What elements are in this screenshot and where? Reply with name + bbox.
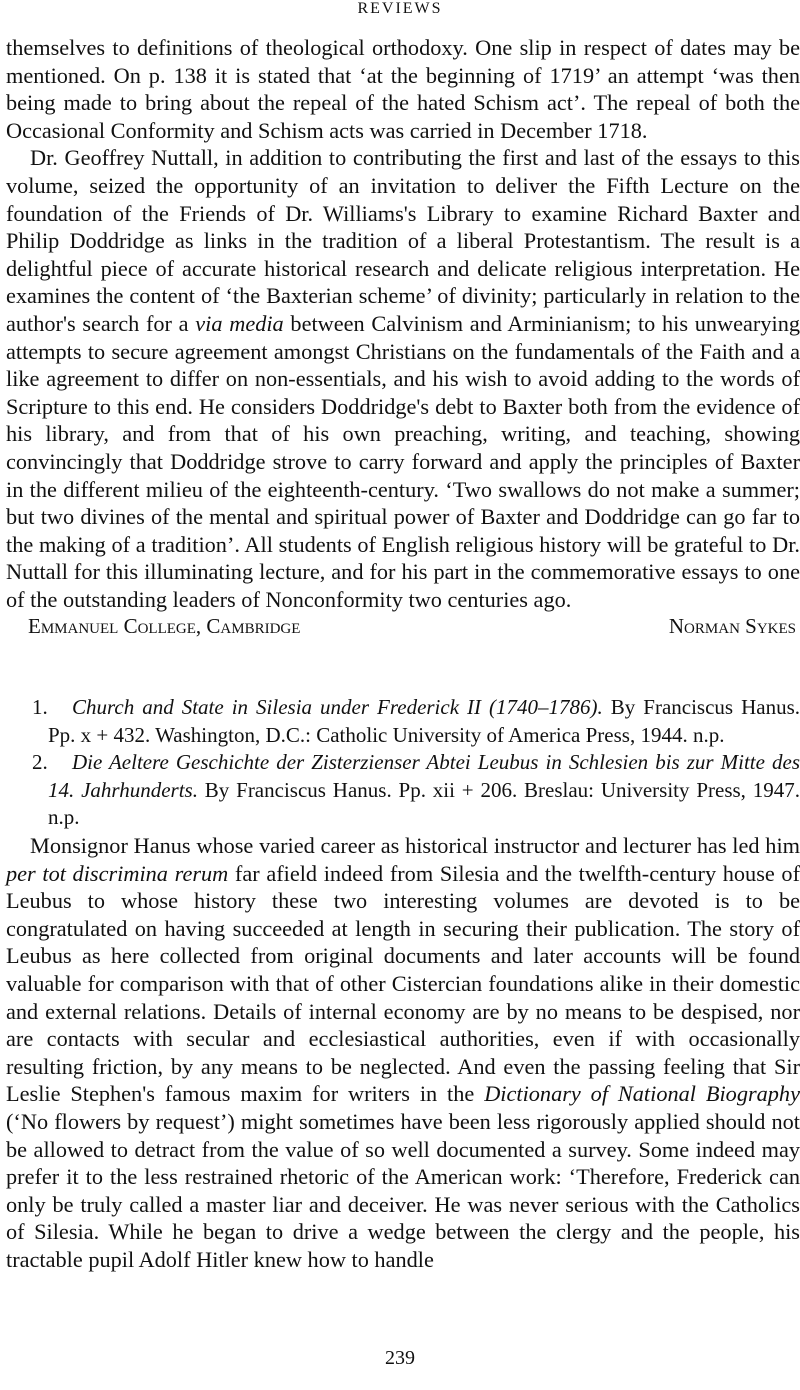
review1-p2-italic: via media [195,310,284,336]
review2-paragraph [6,832,800,1274]
review2-italic-latin: per tot discrimina rerum [6,860,229,886]
review1-p2-part1: Dr. Geoffrey Nuttall, in addition to contributing the first and last of the essays to this volume, seized the opportunity of an invitation to deliver the Fifth Lecture on the foundation of the Friends of Dr. Williams's Library to examine Richard Baxter and Philip Doddridge as links in the tradition of a liberal Protestantism. The result is a delightful piece of accurate historical research and delicate religious interpretation. He examines the content of ‘the Baxterian scheme’ of divinity; particularly in relation to the author's search for a [6,145,800,336]
book-entries [6,694,800,832]
review2-part1: Monsignor Hanus whose varied career as historical instructor and lecturer has led him [30,833,800,859]
book-entry-number: 2. [32,750,48,775]
review2-part2: far afield indeed from Silesia and the twelfth-century house of Leubus to whose history these two interesting volumes are devoted is to be congratulated on having succeeded at length in securing their publication. The story of Leubus as here collected from original documents and later accounts will be found valuable for comparison with that of other Cistercian foundations alike in their domestic and external relations. Details of internal economy are by no means to be despised, nor are contacts with secular and ecclesiastical authorities, even if with occasionally resulting friction, by any means to be neglected. And even the passing feeling that Sir Leslie Stephen's famous maxim for writers in the [6,860,800,1107]
book-entry-1 [6,694,800,749]
running-head: REVIEWS [357,0,443,17]
book-entry-number: 1. [32,695,48,720]
review1-paragraph-1: themselves to definitions of theological orthodoxy. One slip in respect of dates may be mentioned. On p. 138 it is stated that ‘at the beginning of 1719’ an attempt ‘was then being made to bring about the repeal of the hated Schism act’. The repeal of both the Occasional Conformity and Schism acts was carried in December 1718. [6,35,800,143]
page-content [6,34,800,1274]
book-entry-title: Die Aeltere Geschichte der Zisterzienser Abtei Leubus in Schlesien bis zur Mitte des 14. Jahrhunderts. [48,750,800,802]
review1-paragraph-2 [6,144,800,613]
book-entry-details: By Franciscus Hanus. Pp. xii + 206. Breslau: University Press, 1947. n.p. [48,777,800,830]
reviewer-name: Norman Sykes [668,614,796,639]
reviewer-institution: Emmanuel College, Cambridge [28,614,301,639]
book-entry-2 [6,749,800,832]
review2-italic-dnb: Dictionary of National Biography [484,1081,800,1107]
book-entry-title: Church and State in Silesia under Frederick II (1740–1786). [72,695,603,720]
review2-part3: (‘No flowers by request’) might sometimes have been less rigorously applied should not be allowed to detract from the value of so well documented a survey. Some indeed may prefer it to the less restrained rhetoric of the American work: ‘Therefore, Frederick can only be truly called a master liar and deceiver. He was never serious with the Catholics of Silesia. While he began to drive a wedge between the clergy and the people, his tractable pupil Adolf Hitler knew how to handle [6,1108,800,1272]
page-number: 239 [385,1347,415,1369]
review1-signature [6,613,800,641]
review1-p2-part2: between Calvinism and Arminianism; to his unwearying attempts to secure agreement amongst Christians on the fundamentals of the Faith and a like agreement to differ on non-essentials, and his wish to avoid adding to the words of Scripture to this end. He considers Doddridge's debt to Baxter both from the evidence of his library, and from that of his own preaching, writing, and teaching, showing convincingly that Doddridge strove to carry forward and apply the principles of Baxter in the different milieu of the eighteenth-century. ‘Two swallows do not make a summer; but two divines of the mental and spiritual power of Baxter and Doddridge can go far to the making of a tradition’. All students of English religious history will be grateful to Dr. Nuttall for this illuminating lecture, and for his part in the commemorative essays to one of the outstanding leaders of Nonconformity two centuries ago. [6,310,800,612]
book-entry-details: By Franciscus Hanus. Pp. x + 432. Washington, D.C.: Catholic University of America Press, 1944. n.p. [48,695,800,747]
